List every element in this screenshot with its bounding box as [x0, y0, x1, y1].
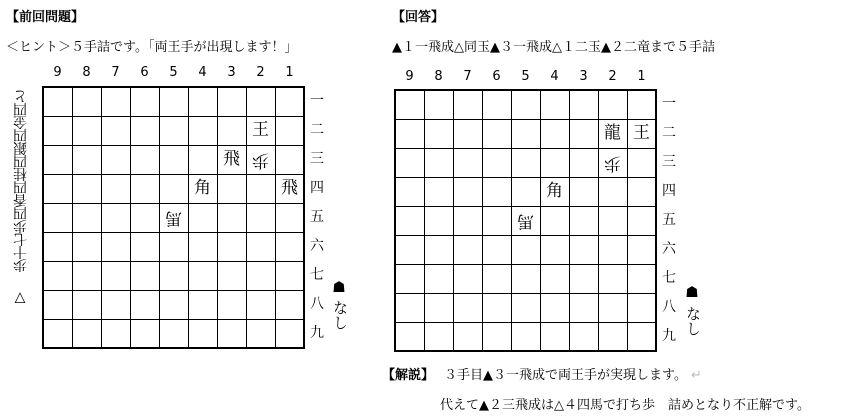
row-label: 七: [310, 267, 324, 283]
grid-line: [540, 91, 541, 350]
explanation-label: 【解説】: [382, 368, 435, 383]
grid-line: [396, 264, 655, 265]
return-mark-icon: ↵: [690, 368, 702, 383]
column-label: 1: [637, 69, 646, 84]
grid-line: [396, 293, 655, 294]
column-label: 8: [434, 69, 443, 84]
grid-line: [396, 177, 655, 178]
answer-text: ▲１一飛成△同玉▲３一飛成△１二玉▲２二竜まで５手詰: [392, 40, 715, 55]
left-heading: 【前回問題】: [6, 10, 85, 25]
grid-line: [188, 88, 189, 347]
gote-hand-char: 十: [13, 243, 27, 259]
row-label: 六: [662, 241, 676, 257]
gote-hand-char: 銀: [13, 139, 27, 155]
column-label: 4: [550, 69, 559, 84]
gote-hand-char: 歩: [13, 217, 27, 233]
right-sente-hand: [683, 306, 701, 336]
row-label: 四: [310, 180, 324, 196]
row-label: 八: [310, 296, 324, 312]
grid-line: [424, 91, 425, 350]
row-label: 二: [662, 125, 676, 141]
row-label: 八: [662, 299, 676, 315]
grid-line: [44, 319, 303, 320]
explanation-text-1: ３手目▲３一飛成で両王手が実現します。: [444, 368, 687, 383]
grid-line: [453, 91, 454, 350]
gote-hand-char: 四: [13, 126, 27, 142]
shogi-piece: 歩: [604, 153, 621, 173]
shogi-piece: 飛: [281, 178, 298, 198]
grid-line: [569, 91, 570, 350]
row-label: 一: [310, 93, 324, 109]
explanation-line-2: 代えて▲２三飛成は△４四馬で打ち歩 詰めとなり不正解です。: [440, 398, 810, 413]
grid-line: [44, 232, 303, 233]
column-label: 2: [608, 69, 617, 84]
shogi-piece: 馬: [517, 211, 534, 231]
column-label: 1: [285, 65, 294, 80]
grid-line: [72, 88, 73, 347]
shogi-piece: 龍: [604, 123, 621, 143]
column-label: 3: [227, 65, 236, 80]
grid-line: [217, 88, 218, 347]
shogi-piece: 馬: [165, 208, 182, 228]
shogi-piece: 歩: [252, 150, 269, 170]
shogi-piece: 飛: [223, 149, 240, 169]
left-sente-marker-icon: ☗: [332, 278, 346, 296]
gote-hand-char: と: [13, 87, 27, 103]
right-shogi-board: [394, 89, 657, 352]
shogi-piece: 王: [252, 120, 269, 140]
column-label: 9: [53, 65, 62, 80]
grid-line: [396, 235, 655, 236]
gote-hand-char: 四: [13, 178, 27, 194]
gote-hand-char: 四: [13, 204, 27, 220]
shogi-piece: 王: [633, 123, 650, 143]
right-heading: 【回答】: [392, 10, 445, 25]
left-sente-hand-text: なし: [331, 300, 349, 330]
column-label: 3: [579, 69, 588, 84]
grid-line: [44, 174, 303, 175]
gote-hand-char: 香: [13, 191, 27, 207]
explanation-line-1: [382, 368, 702, 384]
row-label: 五: [310, 209, 324, 225]
column-label: 2: [256, 65, 265, 80]
grid-line: [130, 88, 131, 347]
row-label: 九: [662, 328, 676, 344]
hint-text: ＜ヒント＞５手詰です。「両王手が出現します！」: [6, 40, 298, 55]
column-label: 8: [82, 65, 91, 80]
gote-hand-char: 桂: [13, 165, 27, 181]
grid-line: [482, 91, 483, 350]
gote-hand-char: 歩: [13, 256, 27, 272]
row-label: 三: [310, 151, 324, 167]
left-shogi-board: [42, 86, 305, 349]
column-label: 6: [140, 65, 149, 80]
left-sente-hand: [330, 300, 348, 330]
grid-line: [44, 261, 303, 262]
column-label: 6: [492, 69, 501, 84]
column-label: 7: [463, 69, 472, 84]
row-label: 七: [662, 270, 676, 286]
gote-marker-icon: ▽: [14, 290, 26, 306]
row-label: 二: [310, 122, 324, 138]
gote-hand-char: 四: [13, 152, 27, 168]
row-label: 三: [662, 154, 676, 170]
gote-hand-char: 七: [13, 230, 27, 246]
row-label: 一: [662, 96, 676, 112]
shogi-piece: 角: [194, 178, 211, 198]
row-label: 九: [310, 325, 324, 341]
column-label: 5: [169, 65, 178, 80]
row-label: 六: [310, 238, 324, 254]
gote-hand-char: 金: [13, 113, 27, 129]
column-label: 5: [521, 69, 530, 84]
grid-line: [44, 290, 303, 291]
grid-line: [275, 88, 276, 347]
grid-line: [396, 322, 655, 323]
right-sente-hand-text: なし: [684, 306, 702, 336]
column-label: 9: [405, 69, 414, 84]
row-label: 四: [662, 183, 676, 199]
gote-hand-char: 四: [13, 100, 27, 116]
row-label: 五: [662, 212, 676, 228]
right-sente-marker-icon: ☗: [685, 283, 699, 301]
column-label: 7: [111, 65, 120, 80]
shogi-piece: 角: [546, 181, 563, 201]
grid-line: [101, 88, 102, 347]
column-label: 4: [198, 65, 207, 80]
